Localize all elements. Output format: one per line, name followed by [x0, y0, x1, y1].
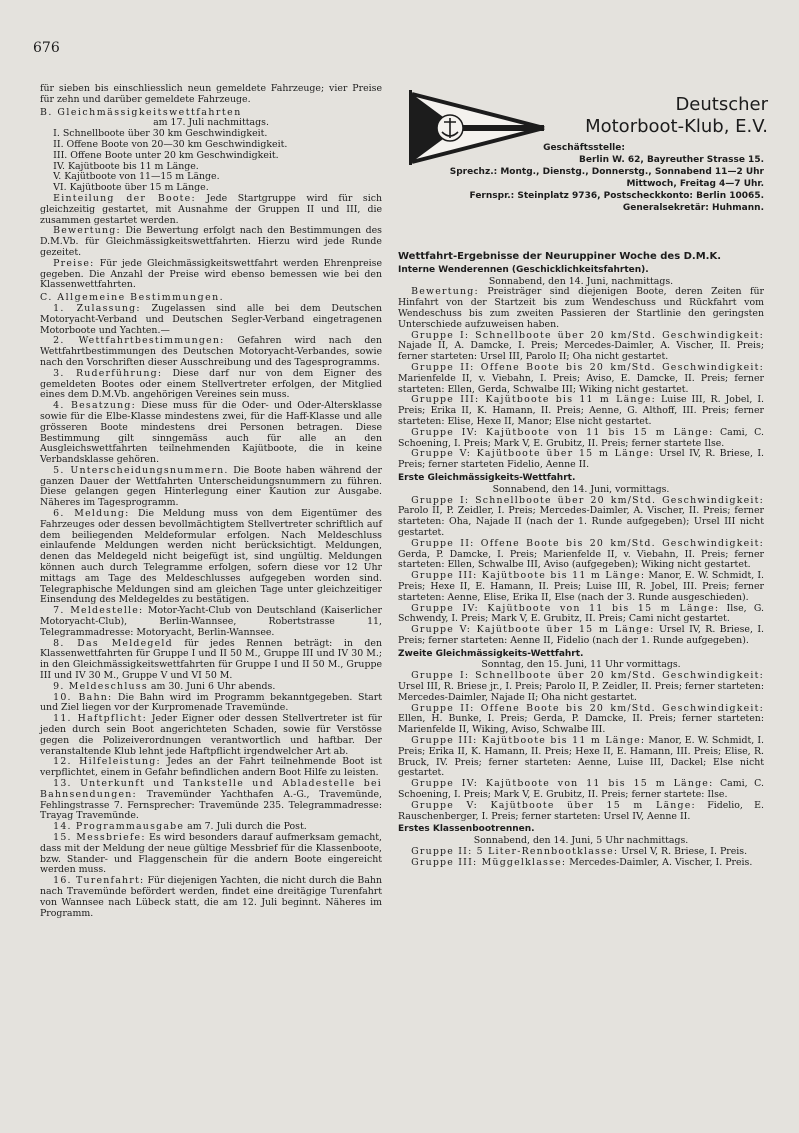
para-label: Gruppe III: Kajütboote bis 11 m Länge:: [411, 735, 646, 747]
para-text: am 7. Juli durch die Post.: [184, 821, 307, 833]
paragraph: [40, 876, 382, 919]
class-item: II. Offene Boote von 20—30 km Geschwindigkeit.: [53, 138, 288, 150]
para-text: Diese darf nur von dem Eigner des gemeldeten Bootes oder einem Stellvertreter erfolgen, der Mitglied eines dem D.M.Vb. angehörigen Vereines sein muss.: [40, 367, 382, 401]
para-text: Für diejenigen Yachten, die nicht durch die Bahn nach Travemünde befördert werden, findet eine dreitägige Turenfahrt von Wannsee nach Lübeck statt, die am 12. Juli beginnt. Näheres im Programm.: [40, 875, 382, 919]
para-text: Jedes an der Fahrt teilnehmende Boot ist verpflichtet, einem in Gefahr befindlichen andern Boot Hilfe zu leisten.: [40, 756, 382, 779]
para-label: Bewertung:: [53, 225, 121, 237]
intro-text: für sieben bis einschliesslich neun gemeldete Fahrzeuge; vier Preise für zehn und darüber gemeldete Fahrzeuge.: [40, 83, 382, 105]
para-label: 14. Programmausgabe: [53, 821, 185, 833]
para-text: Jeder Eigner oder dessen Stellvertreter ist für jeden durch sein Boot angerichteten Schaden, sowie für Verstösse gegen die Polizeiverordnungen verantwortlich und haftbar. Der veranstaltende Klub lehnt jede Haftpflicht irgendwelcher Art ab.: [40, 713, 382, 757]
para-text: Ursel III, R. Briese jr., I. Preis; Parolo II, P. Zeidler, II. Preis; ferner starteten: Mercedes-Daimler, Najade II; Oha nicht gestartet.: [398, 681, 764, 703]
para-text: Ilse, G. Schwendy, I. Preis; Mark V, E. Grubitz, II. Preis; Cami nicht gestartet.: [398, 602, 764, 625]
result-paragraph: [398, 801, 764, 823]
paragraph: [40, 757, 382, 779]
club-hours: Sprechz.: Montg., Dienstg., Donnerstg., Sonnabend 11—2 Uhr: [449, 167, 764, 177]
club-secretary: Generalsekretär: Huhmann.: [622, 203, 764, 213]
paragraph: [40, 226, 382, 258]
section-heading: Erste Gleichmässigkeits-Wettfahrt.: [398, 472, 576, 483]
section-heading: Zweite Gleichmässigkeits-Wettfahrt.: [398, 648, 584, 659]
para-label: Gruppe II: Offene Boote bis 20 km/Std. Geschwindigkeit:: [411, 361, 764, 373]
result-paragraph: [398, 704, 764, 736]
para-text: Die Boote haben während der ganzen Dauer der Wettfahrten Unterscheidungsnummern zu führen. Diese gelangen gegen Hinterlegung einer Kaution zur Ausgabe. Näheres im Tagesprogramm.: [40, 464, 382, 509]
para-label: 1. Zulassung:: [53, 302, 141, 314]
result-paragraph: [398, 571, 764, 603]
para-text: Cami, C. Schoening, I. Preis; Mark V, E. Grubitz, II. Preis; ferner startete: Ilse.: [398, 778, 764, 801]
para-label: 13. Unterkunft und Tankstelle und Abladestelle bei Bahnsendungen:: [40, 778, 382, 800]
para-text: Die Bewertung erfolgt nach den Bestimmungen des D.M.Vb. für Gleichmässigkeitswettfahrten. Hierzu wird jede Runde gezeitet.: [40, 225, 382, 258]
para-text: Für jede Gleichmässigkeitswettfahrt werden Ehrenpreise gegeben. Die Anzahl der Preise wird ebenso bemessen wie bei den Klassenwettfahrten.: [40, 257, 382, 291]
para-label: 5. Unterscheidungsnummern.: [53, 464, 229, 476]
left-column: [40, 84, 382, 919]
para-text: Gerda, P. Damcke, I. Preis; Marienfelde II, v. Viebahn, II. Preis; ferner starteten: Ellen, Schwalbe III, Aviso (aufgegeben); Wiking nicht gestartet.: [398, 548, 764, 571]
para-label: Gruppe IV: Kajütboote von 11 bis 15 m Länge:: [411, 602, 720, 614]
para-text: Ursel IV, R. Briese, I. Preis; ferner starteten Fidelio, Aenne II.: [398, 448, 764, 471]
para-text: am 30. Juni 6 Uhr abends.: [147, 680, 276, 692]
section-b-title: B. Gleichmässigkeitswettfahrten: [40, 106, 242, 118]
result-paragraph: [398, 363, 764, 395]
section-heading: Interne Wenderennen (Geschicklichkeitsfahrten).: [398, 264, 649, 275]
para-label: Gruppe II: Offene Boote bis 20 km/Std. Geschwindigkeit:: [411, 702, 764, 714]
paragraph: [40, 401, 382, 466]
para-text: Ellen, H. Bunke, I. Preis; Gerda, P. Damcke, II. Preis; ferner starteten: Marienfelde II, Wiking, Aviso, Schwalbe III.: [398, 713, 764, 736]
result-paragraph: [398, 496, 764, 539]
result-paragraph: [398, 625, 764, 647]
para-text: Manor, E. W. Schmidt, I. Preis; Erika II, K. Hamann, II. Preis; Hexe II, E. Hamann, III. Preis; Elise, R. Bruck, IV. Preis; ferner starteten: Aenne, Luise III, Dackel; Else nicht gestartet.: [398, 735, 765, 779]
para-label: 10. Bahn:: [53, 691, 113, 703]
club-address: Berlin W. 62, Bayreuther Strasse 15.: [579, 155, 764, 165]
para-label: Bewertung:: [411, 286, 479, 298]
section-b-date: am 17. Juli nachmittags.: [153, 117, 269, 129]
paragraph: [40, 779, 382, 822]
club-name: [548, 94, 768, 138]
club-phone: Fernspr.: Steinplatz 9736, Postscheckkonto: Berlin 10065.: [469, 191, 764, 201]
para-text: Es wird besonders darauf aufmerksam gemacht, dass mit der Meldung der neue gültige Messbrief für die Klassenboote, bzw. Stander- und Flaggenschein für die andern Boote eingereicht werden muss.: [40, 831, 382, 876]
paragraph: [40, 833, 382, 876]
para-label: Gruppe V: Kajütboote über 15 m Länge:: [411, 624, 655, 636]
para-label: Preise:: [53, 257, 95, 269]
section-date: Sonnabend, den 14. Juni, nachmittags.: [488, 275, 674, 287]
result-paragraph: [398, 671, 764, 703]
para-label: Gruppe III: Kajütboote bis 11 m Länge:: [411, 394, 657, 406]
para-label: Gruppe V: Kajütboote über 15 m Länge:: [411, 448, 655, 460]
para-label: Gruppe III: Müggelklasse:: [411, 856, 567, 868]
paragraph: [40, 336, 382, 368]
para-label: 2. Wettfahrtbestimmungen:: [53, 335, 225, 347]
paragraph: [40, 194, 382, 226]
para-text: Najade II, A. Damcke, I. Preis; Mercedes-Daimler, A. Vischer, II. Preis; ferner starteten: Ursel III, Parolo II; Oha nicht gestartet.: [398, 340, 764, 363]
paragraph: [40, 304, 382, 336]
para-text: Travemünder Yachthafen A.-G., Travemünde, Fehlingstrasse 7. Fernsprecher: Travemünde 235. Telegrammadresse: Trayag Travemünde.: [40, 788, 382, 822]
para-text: Cami, C. Schoening, I. Preis; Mark V, E. Grubitz, II. Preis; ferner startete Ilse.: [398, 426, 764, 449]
club-name-line: Motorboot-Klub, E.V.: [585, 116, 768, 137]
paragraph: [40, 606, 382, 638]
para-label: 11. Haftpflicht:: [53, 713, 148, 725]
para-text: Die Meldung muss von dem Eigentümer des Fahrzeuges oder dessen bevollmächtigtem Stellvertreter schriftlich auf dem beiliegenden Meldeformular erfolgen. Nach Meldeschluss einlaufende Meldungen werden nicht berücksichtigt. Meldungen, denen das Meldegeld nicht beigefügt ist, sind ungültig. Meldungen können auch durch Telegramme erfolgen, sofern diese vor 12 Uhr mittags am Tage des Meldeschlusses aufgegeben worden sind. Telegraphische Meldungen sind am gleichen Tage unter gleichzeitiger Einsendung des Meldegeldes zu bestätigen.: [40, 508, 382, 606]
result-paragraph: [398, 428, 764, 450]
paragraph: [40, 369, 382, 401]
result-paragraph: [398, 287, 764, 330]
para-label: 8. Das Meldegeld: [53, 637, 173, 649]
section-c-title: C. Allgemeine Bestimmungen.: [40, 292, 225, 304]
section-date: Sonnabend, den 14. Juni, vormittags.: [492, 483, 670, 495]
club-hours-2: Mittwoch, Freitag 4—7 Uhr.: [626, 179, 764, 189]
para-label: Gruppe III: Kajütboote bis 11 m Länge:: [411, 570, 646, 582]
result-paragraph: [398, 331, 764, 363]
class-item: VI. Kajütboote über 15 m Länge.: [53, 182, 209, 194]
class-item: V. Kajütboote von 11—15 m Länge.: [53, 171, 220, 183]
para-text: Die Bahn wird im Programm bekanntgegeben. Start und Ziel liegen vor der Kurpromenade Travemünde.: [40, 691, 383, 714]
para-label: 7. Meldestelle:: [53, 605, 144, 617]
para-text: Ursel V, R. Briese, I. Preis.: [618, 846, 748, 858]
club-name-line: Deutscher: [675, 94, 768, 115]
para-text: Luise III, R. Jobel, I. Preis; Erika II, K. Hamann, II. Preis; Aenne, G. Althoff, III. Preis; ferner starteten: Elise, Hexe II, Manor; Else nicht gestartet.: [398, 394, 765, 427]
para-label: Gruppe II: 5 Liter-Rennbootklasse:: [411, 846, 619, 858]
section-date: Sonnabend, den 14. Juni, 5 Uhr nachmittags.: [473, 835, 689, 847]
paragraph: [40, 714, 382, 757]
para-label: Gruppe I: Schnellboote über 20 km/Std. Geschwindigkeit:: [411, 494, 764, 506]
para-label: 6. Meldung:: [53, 508, 130, 520]
class-item: I. Schnellboote über 30 km Geschwindigkeit.: [53, 128, 268, 140]
result-paragraph: [398, 604, 764, 626]
para-label: Einteilung der Boote:: [53, 192, 196, 204]
para-text: Ursel IV, R. Briese, I. Preis; ferner starteten: Aenne II, Fidelio (nach der 1. Runde aufgegeben).: [398, 624, 764, 646]
para-text: Jede Startgruppe wird für sich gleichzeitig gestartet, mit Ausnahme der Gruppen II und III, die zusammen gestartet werden.: [40, 192, 382, 226]
result-paragraph: [398, 736, 764, 779]
result-paragraph: [398, 395, 764, 427]
club-info: [444, 142, 764, 214]
office-title: Geschäftsstelle:: [543, 143, 625, 153]
para-text: Diese muss für die Oder- und Oder-Altersklasse sowie für die Elbe-Klasse mindestens zwei, für die Haff-Klasse und alle grösseren Boote mindestens drei Personen betragen. Diese Bestimmung gilt sinngemäss auch für alle an den Ausgleichswettfahrten teilnehmenden Kajütboote, die in keine Verbandsklasse gehören.: [40, 400, 383, 466]
paragraph: [40, 466, 382, 509]
para-label: 16. Turenfahrt:: [53, 875, 145, 887]
para-label: 3. Ruderführung:: [53, 367, 163, 379]
para-label: Gruppe I: Schnellboote über 20 km/Std. Geschwindigkeit:: [411, 329, 764, 341]
para-label: Gruppe IV: Kajütboote von 11 bis 15 m Länge:: [411, 778, 714, 790]
result-paragraph: [398, 449, 764, 471]
para-text: Parolo II, P. Zeidler, I. Preis; Mercedes-Daimler, A. Vischer, II. Preis; ferner starteten: Oha, Najade II (nach der 1. Runde aufgegeben); Ursel III nicht gestartet.: [398, 505, 764, 538]
result-paragraph: [398, 858, 764, 869]
para-label: 9. Meldeschluss: [53, 680, 148, 692]
para-text: Mercedes-Daimler, A. Vischer, I. Preis.: [566, 856, 753, 868]
para-label: Gruppe IV: Kajütboote von 11 bis 15 m Länge:: [411, 426, 714, 438]
class-list: [40, 129, 382, 194]
para-text: Fidelio, E. Rauschenberger, I. Preis; ferner starteten: Ursel IV, Aenne II.: [398, 799, 764, 822]
para-label: Gruppe V: Kajütboote über 15 m Länge:: [411, 799, 696, 811]
page-number: 676: [33, 40, 60, 56]
paragraph: [40, 693, 382, 715]
club-header: [398, 90, 768, 250]
report-title: Wettfahrt-Ergebnisse der Neuruppiner Woche des D.M.K.: [398, 251, 722, 262]
para-text: Gefahren wird nach den Wettfahrtbestimmungen des Deutschen Motoryacht-Verbandes, sowie nach den Vorschriften dieser Ausschreibung und des Tagesprogramms.: [40, 335, 382, 368]
para-text: Manor, E. W. Schmidt, I. Preis; Hexe II, E. Hamann, II. Preis; Luise III, R. Jobel, III. Preis; ferner starteten: Aenne, Elise, Erika II, Else (nach der 3. Runde ausgeschieden).: [398, 570, 765, 603]
paragraph: [40, 509, 382, 606]
para-text: Motor-Yacht-Club von Deutschland (Kaiserlicher Motoryacht-Club), Berlin-Wannsee, Robertstrasse 11, Telegrammadresse: Motoryacht, Berlin-Wannsee.: [40, 605, 383, 638]
para-text: für jedes Rennen beträgt: in den Klassenwettfahrten für Gruppe I und II 50 M., Gruppe III und IV 30 M.; in den Gleichmässigkeitswettfahrten für Gruppe I und II 50 M., Gruppe III und IV 30 M., Gruppe V und VI 50 M.: [40, 637, 382, 682]
section-heading: Erstes Klassenbootrennen.: [398, 824, 535, 835]
para-label: Gruppe II: Offene Boote bis 20 km/Std. Geschwindigkeit:: [411, 537, 764, 549]
paragraph: [40, 259, 382, 291]
para-text: Zugelassen sind alle bei dem Deutschen Motoryacht-Verband und Deutschen Segler-Verband eingetragenen Motorboote und Yachten.—: [40, 302, 382, 336]
result-paragraph: [398, 539, 764, 571]
para-label: 15. Messbriefe:: [53, 831, 146, 843]
result-paragraph: [398, 779, 764, 801]
right-column: [398, 90, 768, 869]
class-item: IV. Kajütboote bis 11 m Länge.: [53, 160, 199, 172]
paragraph: [40, 639, 382, 682]
section-date: Sonntag, den 15. Juni, 11 Uhr vormittags.: [481, 659, 681, 671]
para-label: 12. Hilfeleistung:: [53, 756, 161, 768]
para-text: Preisträger sind diejenigen Boote, deren Zeiten für Hinfahrt von der Startzeit bis zum Wendeschuss und Rückfahrt vom Wendeschuss bis zum zweiten Passieren der Startlinie den geringsten Unterschiede aufzuweisen haben.: [398, 286, 764, 330]
class-item: III. Offene Boote unter 20 km Geschwindigkeit.: [53, 149, 279, 161]
para-label: Gruppe I: Schnellboote über 20 km/Std. Geschwindigkeit:: [411, 670, 764, 682]
para-label: 4. Besatzung:: [53, 400, 137, 412]
para-text: Marienfelde II, v. Viebahn, I. Preis; Aviso, E. Damcke, II. Preis; ferner starteten: Ellen, Gerda, Schwalbe III; Wiking nicht gestartet.: [398, 372, 764, 395]
